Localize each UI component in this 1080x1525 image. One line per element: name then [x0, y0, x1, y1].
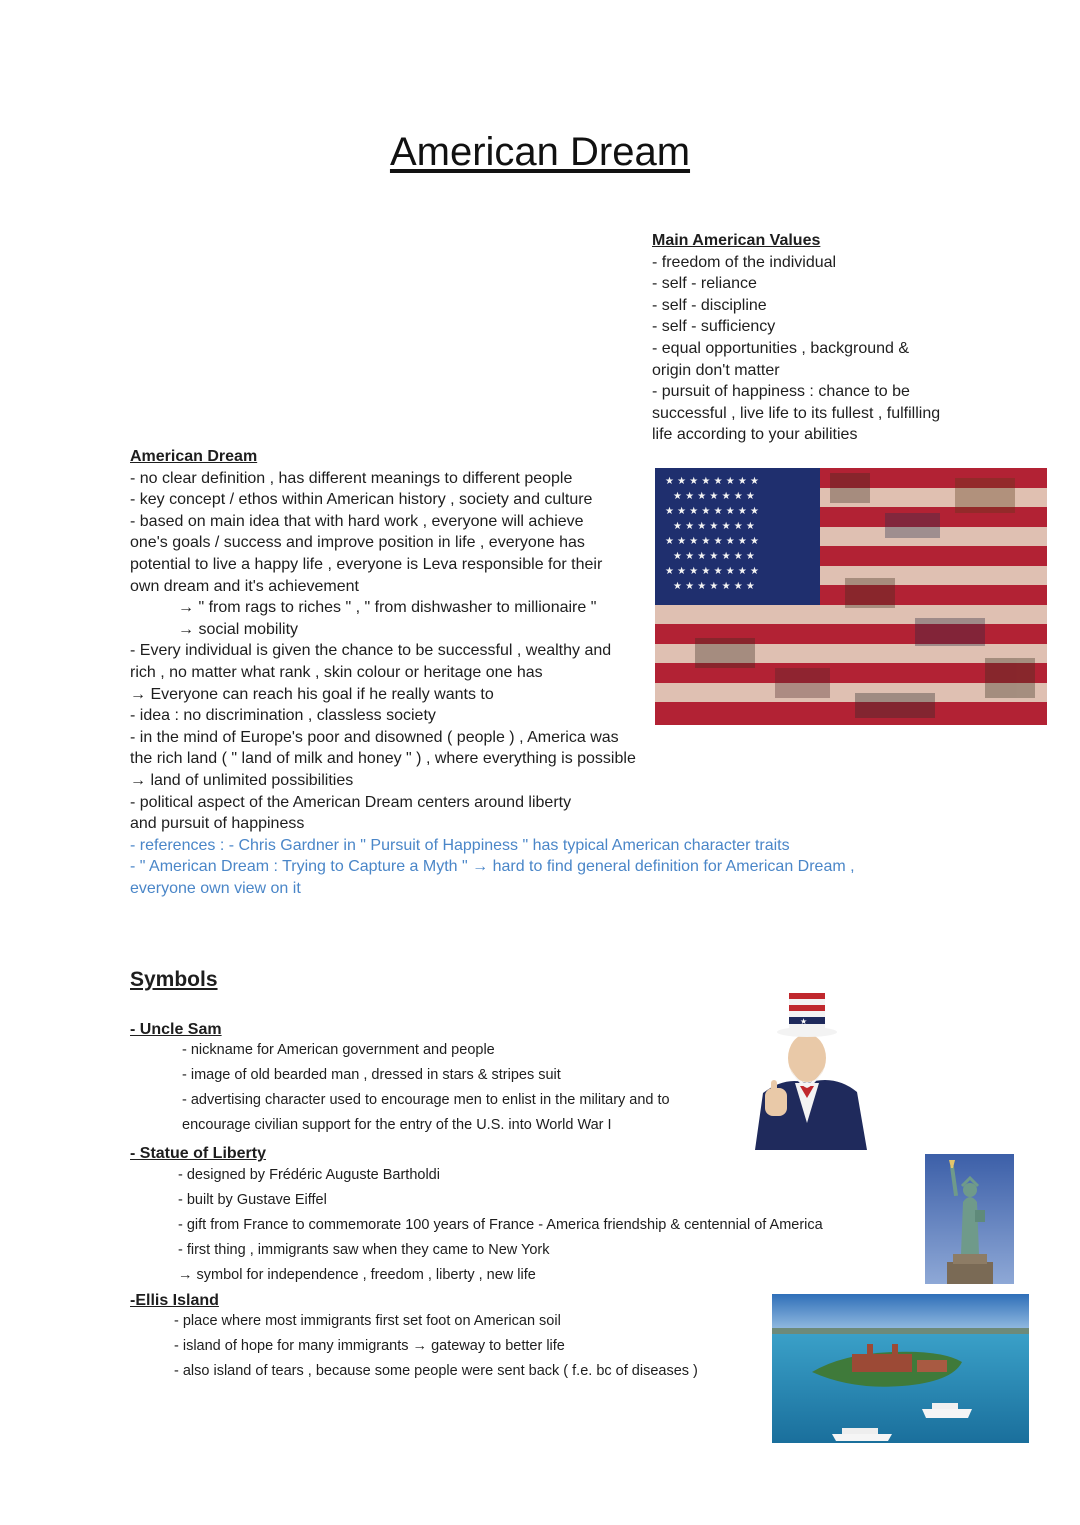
- values-section: [652, 230, 940, 446]
- liberty-line: - gift from France to commemorate 100 years of France - America friendship & centennial of America: [178, 1217, 823, 1233]
- american-dream-section: [130, 446, 855, 899]
- svg-text:★ ★ ★ ★ ★ ★ ★: ★ ★ ★ ★ ★ ★ ★: [673, 491, 755, 502]
- uncle-sam-line: - advertising character used to encourage men to enlist in the military and to: [182, 1092, 670, 1108]
- symbols-heading: Symbols: [130, 968, 218, 991]
- liberty-line: - designed by Frédéric Auguste Bartholdi: [178, 1167, 440, 1183]
- reference-line: - references : - Chris Gardner in " Pursuit of Happiness " has typical American character traits: [130, 836, 790, 854]
- values-line: successful , live life to its fullest , fulfilling: [652, 404, 941, 422]
- american-dream-heading: American Dream: [130, 448, 258, 465]
- dream-line: potential to live a happy life , everyone is Leva responsible for their: [130, 555, 603, 573]
- uncle-sam-list: [182, 1038, 670, 1138]
- values-line: - self - reliance: [652, 275, 757, 293]
- values-heading: Main American Values: [652, 232, 821, 249]
- dream-line: one's goals / success and improve position in life , everyone has: [130, 534, 585, 552]
- dream-line: - idea : no discrimination , classless society: [130, 707, 436, 725]
- uncle-sam-line: - image of old bearded man , dressed in stars & stripes suit: [182, 1067, 561, 1083]
- dream-line: → land of unlimited possibilities: [130, 771, 354, 789]
- uncle-sam-heading: - Uncle Sam: [130, 1021, 222, 1038]
- statue-of-liberty-image: [925, 1154, 1014, 1284]
- reference-line: everyone own view on it: [130, 879, 301, 897]
- liberty-list: [178, 1163, 823, 1288]
- values-line: - freedom of the individual: [652, 253, 837, 271]
- dream-line: → " from rags to riches " , " from dishwasher to millionaire ": [130, 599, 597, 617]
- values-line: - self - discipline: [652, 296, 767, 314]
- values-line: - self - sufficiency: [652, 318, 776, 336]
- ellis-line: - also island of tears , because some people were sent back ( f.e. bc of diseases ): [174, 1363, 698, 1379]
- ellis-island-heading: -Ellis Island: [130, 1292, 219, 1309]
- liberty-line: - built by Gustave Eiffel: [178, 1192, 327, 1208]
- dream-line: - in the mind of Europe's poor and disowned ( people ) , America was: [130, 728, 619, 746]
- ellis-list: [174, 1309, 698, 1384]
- uncle-sam-line: - nickname for American government and people: [182, 1042, 495, 1058]
- dream-line: - based on main idea that with hard work , everyone will achieve: [130, 512, 584, 530]
- dream-line: and pursuit of happiness: [130, 815, 305, 833]
- dream-line: the rich land ( " land of milk and honey " ) , where everything is possible: [130, 750, 636, 768]
- svg-text:★ ★ ★ ★ ★ ★ ★ ★: ★ ★ ★ ★ ★ ★ ★ ★: [665, 536, 759, 547]
- svg-text:★ ★ ★ ★ ★ ★ ★ ★: ★ ★ ★ ★ ★ ★ ★ ★: [665, 566, 759, 577]
- statue-of-liberty-heading: - Statue of Liberty: [130, 1145, 267, 1162]
- reference-line: - " American Dream : Trying to Capture a Myth " → hard to find general definition for American Dream ,: [130, 858, 855, 876]
- ellis-line: - island of hope for many immigrants → gateway to better life: [174, 1338, 565, 1354]
- dream-line: rich , no matter what rank , skin colour or heritage one has: [130, 663, 543, 681]
- svg-text:★ ★ ★ ★ ★ ★ ★: ★ ★ ★ ★ ★ ★ ★: [673, 551, 755, 562]
- dream-line: → social mobility: [130, 620, 299, 638]
- liberty-line: - first thing , immigrants saw when they came to New York: [178, 1242, 550, 1258]
- values-line: - pursuit of happiness : chance to be: [652, 383, 910, 401]
- dream-line: - key concept / ethos within American history , society and culture: [130, 491, 593, 509]
- ellis-line: - place where most immigrants first set foot on American soil: [174, 1313, 561, 1329]
- values-line: origin don't matter: [652, 361, 780, 379]
- page-title: American Dream: [389, 130, 691, 174]
- values-line: - equal opportunities , background &: [652, 339, 910, 357]
- ellis-island-image: [772, 1294, 1029, 1443]
- dream-line: - Every individual is given the chance to be successful , wealthy and: [130, 642, 612, 660]
- svg-text:★ ★ ★ ★ ★ ★ ★: ★ ★ ★ ★ ★ ★ ★: [673, 521, 755, 532]
- svg-text:★ ★ ★ ★ ★ ★ ★ ★: ★ ★ ★ ★ ★ ★ ★ ★: [665, 476, 759, 487]
- uncle-sam-image: [745, 988, 870, 1150]
- dream-line: - no clear definition , has different meanings to different people: [130, 469, 573, 487]
- svg-text:★: ★: [800, 1017, 808, 1026]
- liberty-line: → symbol for independence , freedom , liberty , new life: [178, 1267, 536, 1283]
- dream-line: own dream and it's achievement: [130, 577, 359, 595]
- dream-line: → Everyone can reach his goal if he really wants to: [130, 685, 494, 703]
- svg-text:★ ★ ★ ★ ★ ★ ★ ★: ★ ★ ★ ★ ★ ★ ★ ★: [665, 506, 759, 517]
- uncle-sam-line: encourage civilian support for the entry of the U.S. into World War I: [182, 1117, 612, 1133]
- values-line: life according to your abilities: [652, 426, 858, 444]
- svg-text:★ ★ ★ ★ ★ ★ ★: ★ ★ ★ ★ ★ ★ ★: [673, 581, 755, 592]
- dream-line: - political aspect of the American Dream centers around liberty: [130, 793, 572, 811]
